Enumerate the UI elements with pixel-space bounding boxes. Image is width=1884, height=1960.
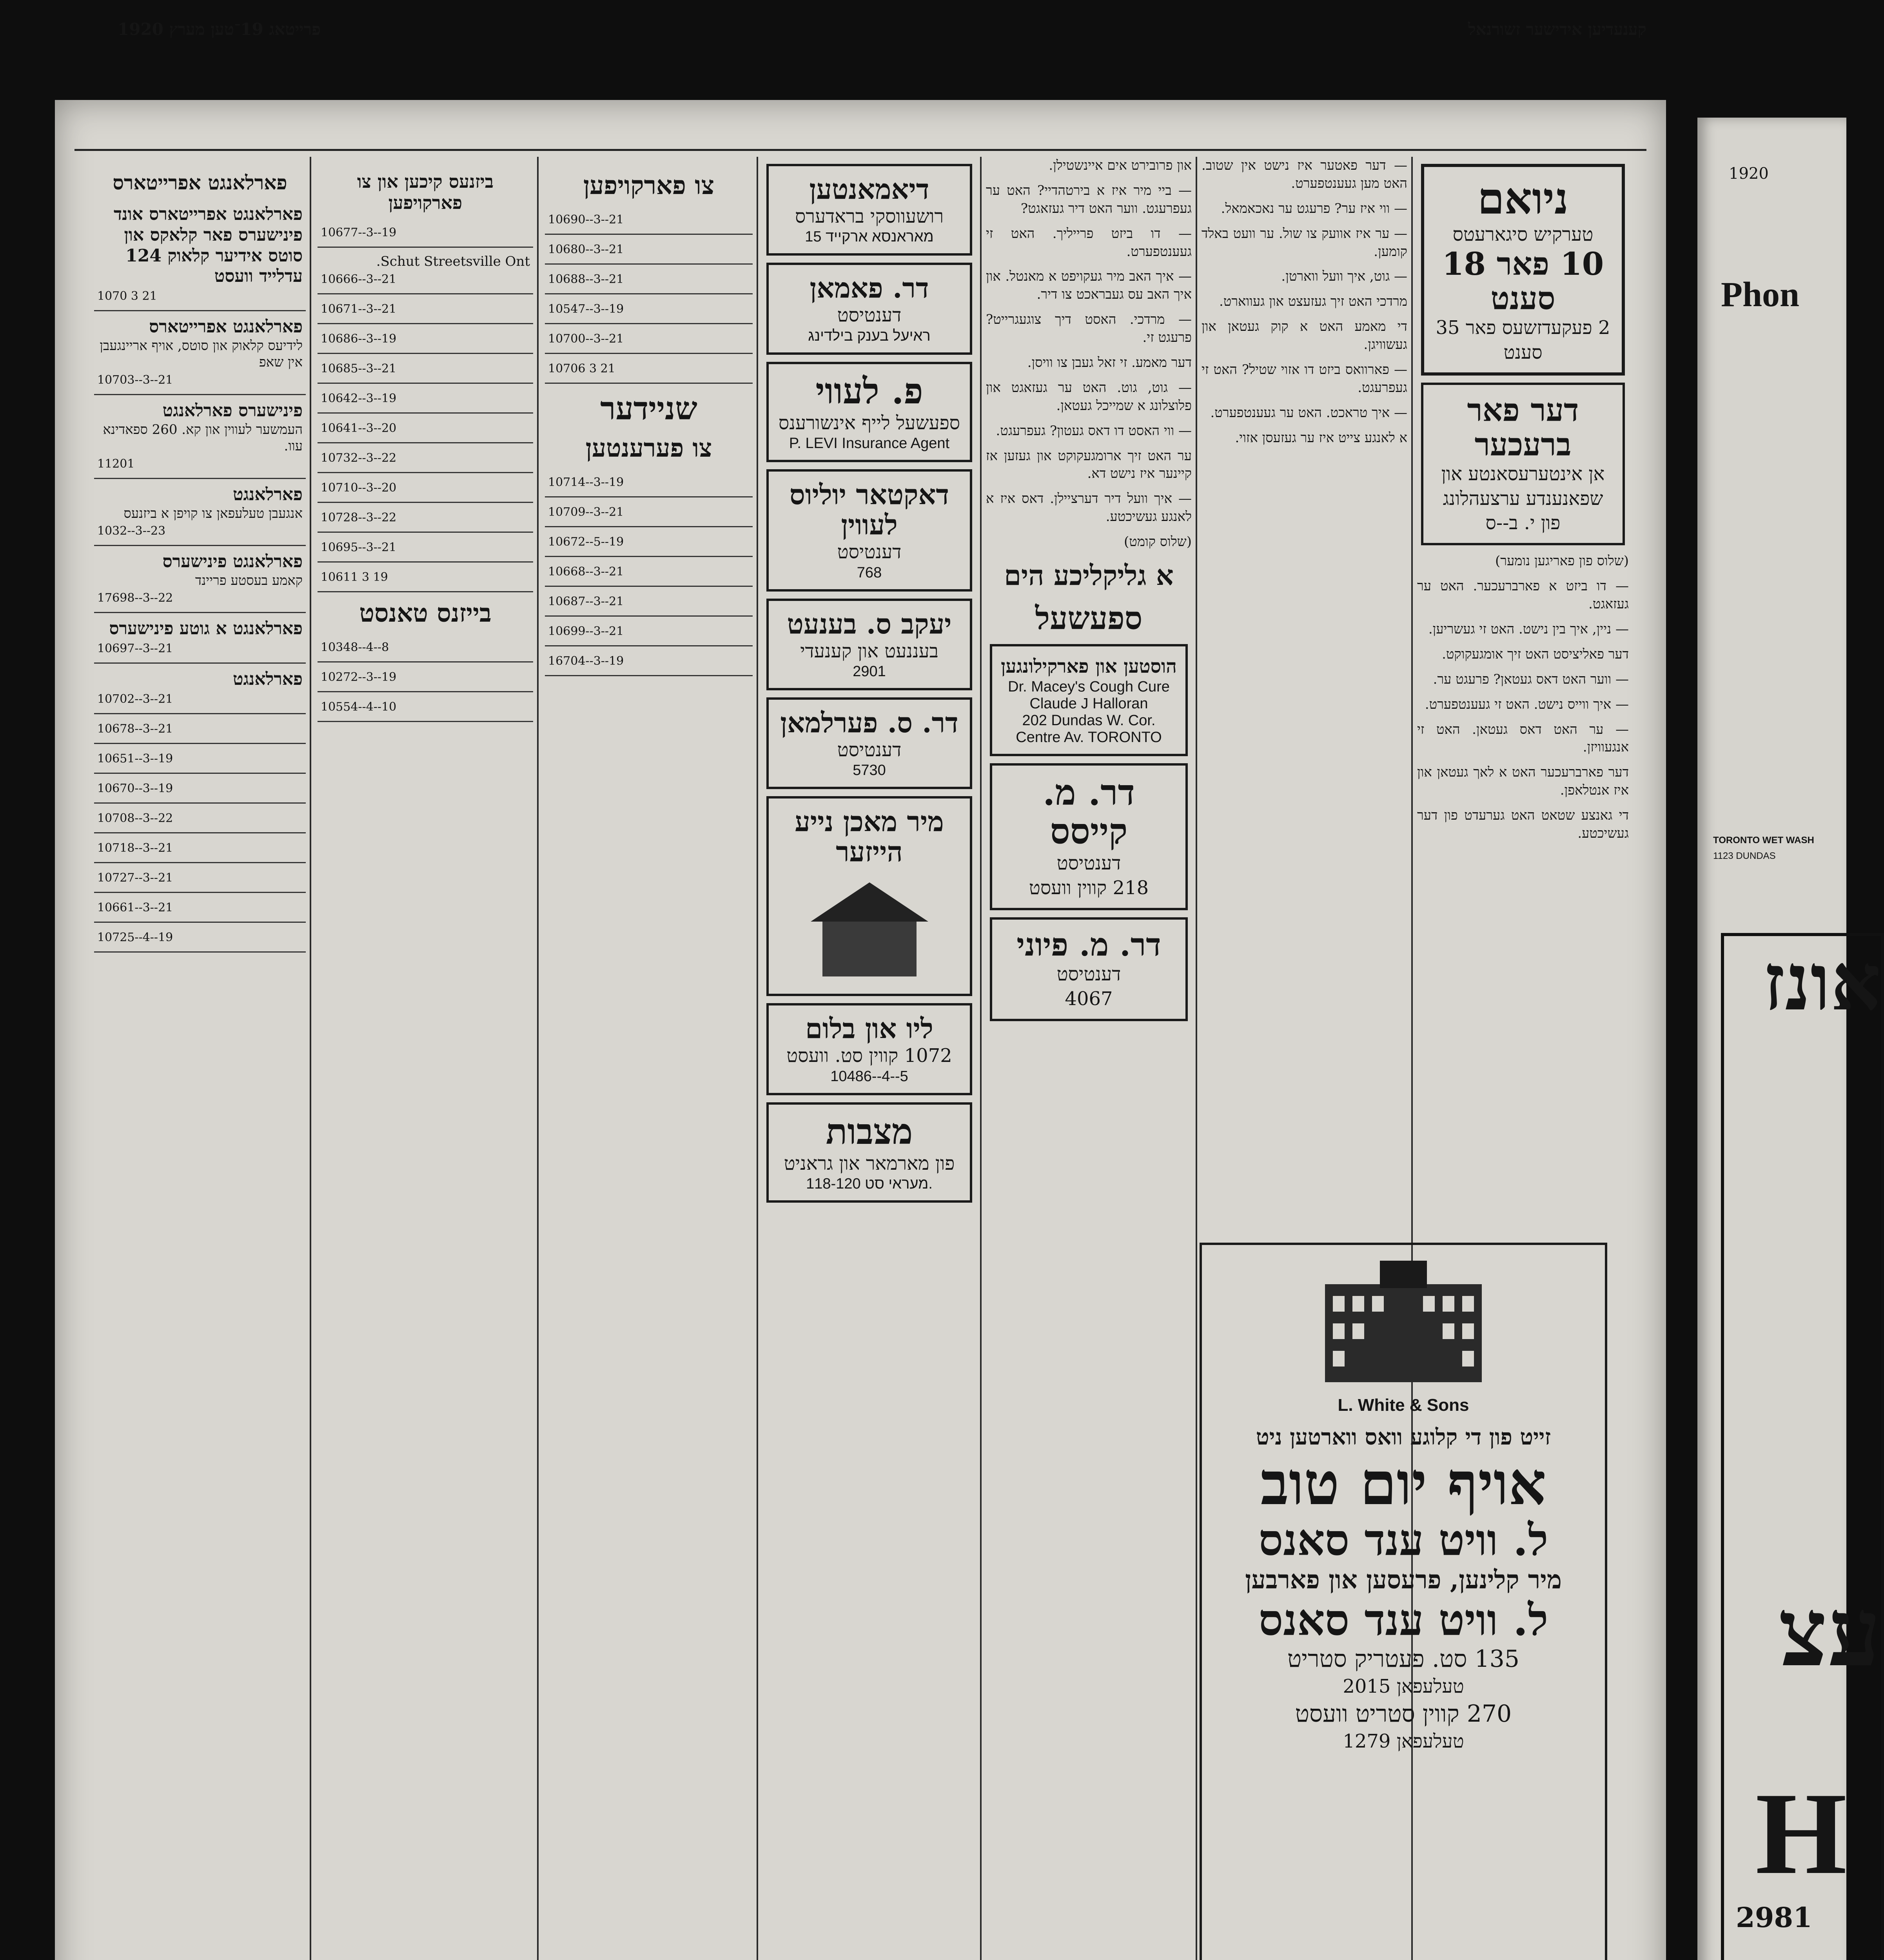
ad-en: 15 מאראנסא ארקייד <box>805 229 934 245</box>
display-ad <box>766 599 972 690</box>
ads-column-4 <box>762 157 976 1960</box>
white-s2: מיר קלינען, פרעסען און פארבען <box>1245 1565 1562 1595</box>
item-code: 10686--3--19 <box>321 332 397 346</box>
item-code: 10672--5--19 <box>548 535 624 549</box>
item-code: 10703--3--21 <box>97 373 173 387</box>
classified-item <box>545 617 753 646</box>
cough-cure-ad <box>990 644 1188 756</box>
classified-item <box>94 833 306 863</box>
story-paragraph: — גוט, איך וועל ווארטן. <box>1281 269 1407 285</box>
story-paragraph: — איך ווייס נישט. האט זי געענטפערט. <box>1425 696 1629 712</box>
item-body: העמשער לעווין און קא. 260 ספאדינא עוו. <box>103 421 303 454</box>
story-paragraph: דער פארברעכער האט א לאך געטאן און איז אנטלאפן. <box>1417 764 1629 799</box>
col1-title: פארלאנגט אפרייטארס <box>113 171 287 194</box>
col2-title: ביזנעס קיכען און צו פארקויפען <box>357 171 494 213</box>
col1-list <box>94 199 306 953</box>
classified-item <box>318 354 533 384</box>
ad-head: דר. ס. פערלמאן <box>780 706 958 739</box>
pioni-sub: דענטיסט <box>1056 963 1121 985</box>
column-rule <box>537 157 539 1960</box>
cough-en3: 202 Dundas W. Cor. Centre Av. TORONTO <box>1016 712 1162 746</box>
story-paragraph: — מרדכי. האסט דיך צוגעגרייט? פרעגט זי. <box>986 312 1192 346</box>
keiss-head: דר. מ. קייסס <box>1043 772 1135 853</box>
classifieds-column-3 <box>545 165 753 1960</box>
item-code: 16704--3--19 <box>548 654 624 668</box>
story-paragraph: — ביי מיר איז א בירטהדיי? האט ער געפרעגט. ווער האט דיר געזאגט? <box>986 182 1192 216</box>
story-paragraph: און פרובירט אים איינשטילן. <box>1049 158 1192 173</box>
classified-item <box>318 692 533 722</box>
column-7 <box>1417 157 1629 1215</box>
classified-item <box>318 414 533 443</box>
display-ad <box>766 796 972 996</box>
white-s1: ל. וויט ענד סאנס <box>1258 1514 1548 1565</box>
classified-item <box>545 646 753 676</box>
item-title: פינישערס פארלאנגט <box>162 400 303 421</box>
pioni-ad <box>990 917 1188 1021</box>
story-paragraph: — דו ביזט א פארברעכער. האט ער געזאגט. <box>1417 578 1629 612</box>
display-ad <box>766 164 972 256</box>
ad-sub: רושעווסקי בראדערס <box>795 205 944 227</box>
classified-item <box>318 443 533 473</box>
item-code: 10706 3 21 <box>548 362 615 376</box>
story-title: דער פאר ברעכער <box>1467 392 1579 463</box>
ad-head: מיר מאכן נייע הייזער <box>795 805 944 868</box>
white-h2: אויף יום טוב <box>1260 1449 1546 1518</box>
masthead-rule <box>74 149 1646 151</box>
strip-phone: Phon <box>1721 275 1800 314</box>
classified-item <box>94 199 306 311</box>
story-paragraph: ער האט זיך ארומגעקוקט און געזען אז קיינער איז נישט דא. <box>986 448 1192 482</box>
item-code: 10688--3--21 <box>548 272 624 286</box>
ad-sub: דענטיסט <box>837 304 902 327</box>
item-code: 10678--3--21 <box>97 722 173 736</box>
classified-item <box>94 893 306 923</box>
story-paragraph: דער פאליציסט האט זיך אומגעקוקט. <box>1442 646 1629 662</box>
story-paragraph: — ווער האט דאס געטאן? פרעגט ער. <box>1433 671 1629 687</box>
classified-item <box>318 218 533 248</box>
classified-item <box>318 384 533 414</box>
story-paragraph: — ווי איז ער? פרעגט ער נאכאמאל. <box>1221 200 1407 216</box>
item-code: 10671--3--21 <box>321 302 397 316</box>
item-code: 10547--3--19 <box>548 302 624 316</box>
item-body: אנגעבן טעלעפאן צו קויפן א ביזנעס <box>123 505 303 521</box>
item-code: 10670--3--19 <box>97 781 173 795</box>
strip-date: 1920 <box>1729 165 1769 183</box>
col3-section: שניידער <box>600 390 697 427</box>
pioni-tel: 4067 <box>1065 987 1113 1010</box>
ad-en: 118-120 מעראי סט. <box>806 1176 933 1192</box>
story-paragraph: די גאנצע שטאט האט גערעדט פון דער געשיכטע. <box>1417 808 1629 842</box>
ad-en: P. LEVI Insurance Agent <box>789 435 950 452</box>
item-code: 10677--3--19 <box>321 226 397 240</box>
item-code: 10690--3--21 <box>548 213 624 227</box>
strip-big2: עצ <box>1778 1577 1881 1688</box>
house-illustration <box>787 867 952 984</box>
item-code: 10727--3--21 <box>97 871 173 885</box>
classified-item <box>545 235 753 265</box>
item-code: 10725--4--19 <box>97 930 173 944</box>
white-tel1: טעלעפאן 2015 <box>1343 1675 1464 1697</box>
cough-en1: Dr. Macey's Cough Cure <box>1008 679 1170 695</box>
nyoz-s2: 10 פאר 18 סענט <box>1442 245 1604 317</box>
story-paragraph: די מאמע האט א קוק געטאן און געשוויגן. <box>1202 319 1407 353</box>
white-banner: L. White & Sons <box>1338 1396 1469 1415</box>
white-addr2: 270 קווין סטריט וועסט <box>1295 1700 1512 1728</box>
item-title: פארלאנגט אפרייטארס אונד פינישערס פאר קלאקס און סוטס אידיער קלאוק 124 עדלייד וועסט <box>113 204 303 287</box>
col4-ads <box>762 164 976 1203</box>
classified-item <box>94 774 306 804</box>
nyoz-cigarette-ad <box>1421 164 1625 376</box>
ad-head: דאקטאר יוליוס לעווין <box>789 478 949 541</box>
item-code: 1032--3--23 <box>97 524 166 538</box>
classified-item <box>94 714 306 744</box>
ad-head: ליו און בלום <box>805 1012 933 1045</box>
classified-item <box>545 265 753 294</box>
col2-list2 <box>318 633 533 722</box>
story-paragraph: — ווי האסט דו דאס געטון? געפרעגט. <box>996 423 1192 439</box>
item-body: קאמע בעסטע פריינד <box>195 572 303 588</box>
classified-item <box>545 468 753 497</box>
item-code: 10700--3--21 <box>548 332 624 346</box>
adjacent-page-strip <box>1697 118 1881 1960</box>
col5-story <box>986 157 1192 551</box>
item-code: 1070 3 21 <box>97 289 157 303</box>
item-code: 10685--3--21 <box>321 361 397 376</box>
keiss-ad <box>990 763 1188 910</box>
display-ad <box>766 697 972 789</box>
ad-sub: דענטיסט <box>837 541 902 563</box>
classified-item <box>318 662 533 692</box>
item-code: 10642--3--19 <box>321 391 397 405</box>
classified-item <box>318 533 533 563</box>
house-roof <box>811 882 928 922</box>
item-title: פארלאנגט <box>232 484 303 505</box>
keiss-sub: דענטיסט <box>1056 852 1121 875</box>
ad-head: יעקב ס. בענעט <box>787 607 952 640</box>
cough-head: הוסטען און פארקילונגען <box>1001 655 1177 678</box>
ad-en: 768 <box>857 564 882 581</box>
story-paragraph: (שלוס קומט) <box>1124 534 1192 550</box>
ad-head: דיאמאנטען <box>809 173 929 205</box>
item-body: Schut Streetsville Ont. <box>376 254 530 269</box>
display-ad <box>766 362 972 462</box>
col3-list2 <box>545 468 753 676</box>
strip-brand: TORONTO WET WASH <box>1713 835 1814 846</box>
item-code: 10732--3--22 <box>321 451 397 465</box>
story-paragraph: דער מאמע. זי זאל געבן צו וויסן. <box>1027 355 1192 371</box>
factory-building <box>1325 1284 1482 1382</box>
classified-item <box>94 395 306 479</box>
column-rule <box>1196 157 1197 1960</box>
ad-sub: בעננעט און קענעדי <box>800 640 938 662</box>
story-paragraph: מרדכי האט זיך געזעצט און געווארט. <box>1219 294 1407 310</box>
classified-item <box>94 311 306 395</box>
factory-illustration <box>1294 1253 1513 1394</box>
strip-big1: אונז <box>1763 936 1881 1028</box>
item-code: 17698--3--22 <box>97 591 173 605</box>
classified-item <box>94 863 306 893</box>
ad-en: 10486--4--5 <box>830 1068 908 1085</box>
classified-item <box>545 324 753 354</box>
story-paragraph: — פארוואס ביזט דו אזוי שטיל? האט זי געפרעגט. <box>1202 362 1407 396</box>
item-code: 10699--3--21 <box>548 624 624 638</box>
col3-title: צו פארקויפען <box>583 171 715 200</box>
strip-big3: H <box>1755 1768 1847 1898</box>
classified-item <box>545 205 753 235</box>
story-paragraph: — ער האט דאס געטאן. האט זי אנגעוויזן. <box>1417 721 1629 755</box>
col3-list <box>545 205 753 384</box>
item-code: 10718--3--21 <box>97 841 173 855</box>
item-code: 10709--3--21 <box>548 505 624 519</box>
classified-item <box>318 294 533 324</box>
item-code: 10641--3--20 <box>321 421 397 435</box>
classified-item <box>94 613 306 664</box>
ad-sub: פון מארמאר און גראניט <box>784 1152 955 1174</box>
classified-item <box>545 497 753 527</box>
white-tel2: טעלעפאן 1279 <box>1343 1730 1464 1753</box>
keiss-addr: 218 קווין וועסט <box>1029 877 1149 899</box>
factory-tower <box>1380 1261 1427 1288</box>
story-paragraph: — ער איז אוועק צו שול. ער וועט באלד קומען. <box>1202 225 1407 260</box>
classifieds-column-2 <box>318 165 533 1960</box>
item-code: 10697--3--21 <box>97 642 173 656</box>
item-code: 10348--4--8 <box>321 640 389 654</box>
story-sub: אן אינטערעסאנטע און שפאנענדע ערצעהלונג <box>1441 463 1605 510</box>
classified-item <box>318 248 533 294</box>
classified-item <box>545 527 753 557</box>
item-title: פארלאנגט פינישערס <box>162 552 303 572</box>
col2-list <box>318 218 533 592</box>
col2-section: בייזנס טאנסט <box>359 598 492 628</box>
story-paragraph: — איך האב מיר געקויפט א מאנטל. און איך האב עס געבראכט צו דיר. <box>986 269 1192 303</box>
item-title: פארלאנגט <box>232 669 303 690</box>
story-paragraph: — איך וועל דיר דערציילן. דאס איז א לאנגע געשיכטע. <box>986 491 1192 525</box>
item-code: 10651--3--19 <box>97 751 173 766</box>
story-paragraph: — דער פאטער איז נישט אין שטוב. האט מען געענטפערט. <box>1202 158 1407 191</box>
col5-head: א גליקליכע הים <box>1004 559 1174 592</box>
ad-sub: ספעשעל לייף אינשורענס <box>778 412 960 434</box>
story-paragraph: — איך טראכט. האט ער געענטפערט. <box>1210 405 1407 421</box>
col6-story <box>1202 157 1407 447</box>
story-paragraph: — גוט, גוט. האט ער געזאגט און פלוצלונג א שמייכל געטאן. <box>986 379 1192 414</box>
item-title: פארלאנגט א גוטע פינישערס <box>109 619 303 639</box>
classified-item <box>94 546 306 613</box>
classified-item <box>318 633 533 662</box>
classified-item <box>545 354 753 384</box>
story-paragraph: (שלוס פון פאריגען נומער) <box>1495 553 1629 569</box>
item-code: 10611 3 19 <box>321 570 388 584</box>
ad-head: מצבות <box>826 1111 913 1152</box>
ad-sub: דענטיסט <box>837 739 902 761</box>
house-wall <box>822 922 917 976</box>
story-paragraph: א לאנגע צייט איז ער געזעסן אזוי. <box>1235 430 1407 446</box>
classified-item <box>318 563 533 592</box>
white-h1: זייט פון די קלוגע וואס ווארטען ניט <box>1256 1424 1551 1450</box>
column-rule <box>757 157 758 1960</box>
classifieds-column-1 <box>94 165 306 1960</box>
story-paragraph: — דו ביזט פרייליך. האט זי געענטפערט. <box>986 225 1192 260</box>
ad-en: 5730 <box>853 762 886 779</box>
ad-en: ראיעל בענק בילדינג <box>808 327 931 344</box>
item-code: 10687--3--21 <box>548 595 624 608</box>
nyoz-s1: טערקיש סיגארעטס <box>1452 223 1594 245</box>
item-code: 10680--3--21 <box>548 243 624 256</box>
story-paragraph: — ניין, איך בין נישט. האט זי געשריען. <box>1428 621 1629 637</box>
item-code: 10710--3--20 <box>321 481 397 495</box>
classified-item <box>318 324 533 354</box>
cough-en2: Claude J Halloran <box>1029 695 1148 712</box>
item-code: 10714--3--19 <box>548 475 624 489</box>
col5-specials: ספעשעל <box>1035 600 1143 637</box>
classified-item <box>318 503 533 533</box>
ad-head: פ. לעווי <box>815 370 923 412</box>
story-column-6 <box>1202 157 1407 1215</box>
strip-addr: 1123 DUNDAS <box>1713 851 1776 861</box>
classified-item <box>94 923 306 953</box>
nyoz-s3: 2 פעקעדזשעס פאר 35 סענט <box>1436 317 1610 363</box>
ad-sub: 1072 קווין סט. וועסט <box>786 1045 952 1067</box>
item-title: פארלאנגט אפרייטארס <box>149 317 303 337</box>
item-code: 11201 <box>97 457 135 471</box>
display-ad <box>766 1003 972 1095</box>
item-code: 10708--3--22 <box>97 811 173 825</box>
classified-item <box>94 744 306 774</box>
item-code: 10272--3--19 <box>321 670 397 684</box>
column-rule <box>980 157 982 1960</box>
strip-tel: 2981 <box>1736 1901 1812 1934</box>
ad-en: 2901 <box>853 663 886 680</box>
masthead-title: קענעדיען אידישער זשורנאל <box>1468 20 1646 39</box>
classified-item <box>94 479 306 546</box>
display-ad <box>766 469 972 591</box>
display-ad <box>766 1102 972 1203</box>
item-code: 10554--4--10 <box>321 700 397 714</box>
item-code: 10702--3--21 <box>97 692 173 706</box>
story-title-box <box>1421 383 1625 545</box>
item-code: 10695--3--21 <box>321 540 397 554</box>
pioni-head: דר. מ. פיוני <box>1016 926 1161 964</box>
classified-item <box>94 664 306 714</box>
white-addr1: 135 סט. פעטריק סטריט <box>1287 1645 1519 1673</box>
white-sons-ad <box>1200 1243 1607 1960</box>
item-code: 10661--3--21 <box>97 900 173 915</box>
column-rule <box>310 157 311 1960</box>
item-code: 10668--3--21 <box>548 565 624 579</box>
display-ad <box>766 263 972 354</box>
story-column-5 <box>986 157 1192 1960</box>
masthead-date: פרייטאג 19־טען מערץ 1920 <box>118 20 321 39</box>
classified-item <box>545 557 753 587</box>
col7-story <box>1417 552 1629 843</box>
item-code: 10728--3--22 <box>321 510 397 524</box>
item-body: לידיעס קלאוק און סוטס, אויף אריינגעבן אין שאפ <box>100 338 303 370</box>
strip-ad-box <box>1721 933 1884 1960</box>
col3-section2: צו פערענטען <box>585 434 712 463</box>
ad-head: דר. פאמאן <box>810 272 929 305</box>
item-code: 10666--3--21 <box>321 272 397 286</box>
classified-item <box>318 473 533 503</box>
classified-item <box>545 294 753 324</box>
story-byline: פון י. ב--ס <box>1485 512 1561 534</box>
classified-item <box>94 804 306 833</box>
white-s3: ל. וויט ענד סאנס <box>1258 1594 1548 1645</box>
nyoz-head: ניואם <box>1477 173 1569 224</box>
classified-item <box>545 587 753 617</box>
